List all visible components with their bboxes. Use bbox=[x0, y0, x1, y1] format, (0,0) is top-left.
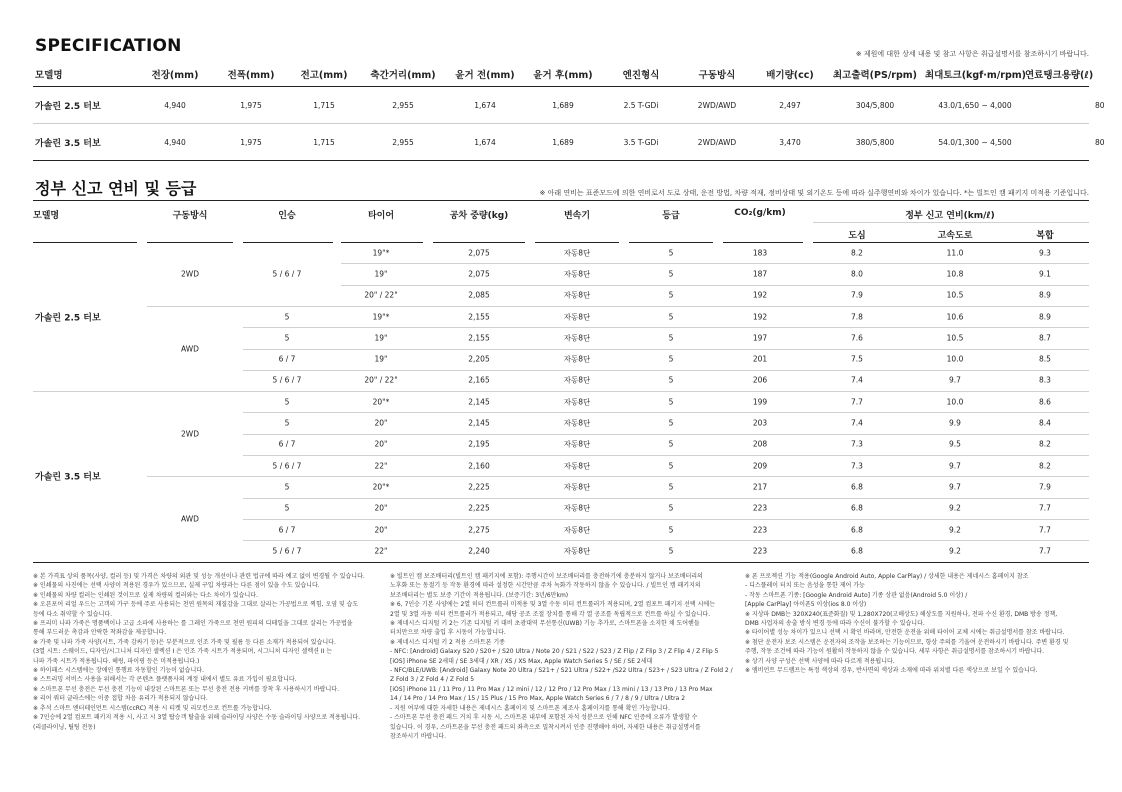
fuel-cell-comb: 8.6 bbox=[1039, 397, 1051, 407]
spec-header: 연료탱크용량(ℓ) bbox=[1025, 62, 1089, 87]
fuel-cell-hwy: 9.2 bbox=[949, 525, 961, 535]
spec-row bbox=[33, 87, 1089, 124]
footnote-line: 나파 가죽 시트가 적용됩니다. 헤링, 파이핑 등은 미적용됩니다.) bbox=[33, 657, 200, 665]
fuel-cell-weight: 2,240 bbox=[468, 546, 490, 556]
footnote-line: ※ 오픈포어 리얼 우드는 고객의 가구 등에 주로 사용되는 천연 원목의 재질감을 그대로 살리는 가공법으로 찍힘, 오염 및 습도 bbox=[33, 601, 359, 609]
drive-type: 2WD bbox=[181, 429, 199, 439]
footnote-line: [Apple CarPlay] 아이폰5 이상(ios 8.0 이상) bbox=[745, 601, 867, 609]
fuel-cell-tire: 20"* bbox=[372, 397, 390, 407]
fuel-header-drive: 구동방식 bbox=[172, 211, 208, 221]
model-name: 가솔린 2.5 터보 bbox=[33, 87, 137, 124]
fuel-header-tire: 타이어 bbox=[367, 211, 395, 221]
footnote-line: ※ 엠비언트 무드램프는 특정 색상의 경우, 반사면의 색상과 소재에 따라 위치별 다른 색상으로 보일 수 있습니다. bbox=[745, 667, 1038, 675]
fuel-cell-grade: 5 bbox=[668, 503, 674, 513]
footnote-line: ※ 가죽 및 나파 가죽 사양(시트, 가죽 감싸기 등)은 부분적으로 인조 가죽 및 필름 등 다른 소재가 적용되어 있습니다. bbox=[33, 638, 336, 646]
fuel-cell-tire: 20" / 22" bbox=[364, 375, 398, 385]
fuel-cell-trans: 자동8단 bbox=[563, 546, 591, 556]
fuel-cell-comb: 8.2 bbox=[1039, 439, 1051, 449]
table-rule bbox=[535, 242, 619, 243]
fuel-header-model: 모델명 bbox=[33, 211, 60, 221]
fuel-cell-weight: 2,165 bbox=[468, 375, 490, 385]
spec-cell: 3,470 bbox=[755, 124, 825, 161]
table-rule bbox=[341, 263, 1089, 264]
fuel-cell-seats: 5 bbox=[284, 312, 290, 322]
fuel-cell-tire: 19" bbox=[374, 333, 388, 343]
fuel-cell-weight: 2,205 bbox=[468, 354, 490, 364]
fuel-cell-hwy: 11.0 bbox=[946, 248, 964, 258]
fuel-cell-trans: 자동8단 bbox=[563, 248, 591, 258]
table-rule bbox=[243, 519, 1089, 520]
footnote-line: 주행, 작동 조건에 따라 기능이 원활히 작동하지 않을 수 있습니다. 세부 사항은 취급설명서를 참조하시기 바랍니다. bbox=[745, 648, 1045, 656]
fuel-cell-hwy: 9.9 bbox=[949, 418, 961, 428]
fuel-header-seats: 인승 bbox=[278, 211, 296, 221]
fuel-cell-city: 7.4 bbox=[851, 418, 863, 428]
fuel-cell-grade: 5 bbox=[668, 418, 674, 428]
fuel-cell-hwy: 9.7 bbox=[949, 375, 961, 385]
fuel-cell-weight: 2,275 bbox=[468, 525, 490, 535]
footnote-line: ※ 제네시스 디지털 키 2는 기존 디지털 키 대비 초광대역 무선통신(UWB) 기능 추가로, 스마트폰을 소지한 채 도어핸들 bbox=[390, 620, 700, 628]
spec-cell: 2,955 bbox=[359, 124, 447, 161]
fuel-cell-trans: 자동8단 bbox=[563, 482, 591, 492]
fuel-cell-trans: 자동8단 bbox=[563, 354, 591, 364]
table-rule bbox=[813, 242, 1089, 243]
fuel-cell-weight: 2,085 bbox=[468, 290, 490, 300]
footnote-line: ※ 6, 7인승 기본 사양에는 2열 히터 컨트롤러 미적용 및 3열 수동 히터 컨트롤러가 적용되며, 2열 컴포트 패키지 선택 시에는 bbox=[390, 601, 715, 609]
footnote-line: 있습니다. 이 경우, 스마트폰을 무선 충전 패드의 좌측으로 밀착시켜서 인증 진행해야 하며, 자세한 내용은 취급설명서를 bbox=[390, 723, 701, 731]
footnote-line: ※ 추석 스마트 엔터테인먼트 시스템(ccRC) 적용 시 티켓 및 리모컨으로 컨트롤 가능합니다. bbox=[33, 704, 272, 712]
fuel-cell-trans: 자동8단 bbox=[563, 503, 591, 513]
spec-cell: 1,715 bbox=[289, 87, 359, 124]
spec-cell: 4,940 bbox=[137, 124, 213, 161]
fuel-cell-co2: 206 bbox=[752, 375, 768, 385]
footnote-line: - NFC: [Android] Galaxy S20 / S20+ / S20 Ultra / Note 20 / S21 / S22 / S23 / Z Flip / Z Flip 3 / Z Flip 4 / Z Flip 5 bbox=[390, 648, 719, 656]
footnote-line: ※ 프리미 나파 가죽은 명품백이나 고급 소파에 사용하는 를 그레인 가죽으로 천연 원피의 디테일을 그대로 살리는 가공법을 bbox=[33, 620, 353, 628]
footnote-line: Z Fold 3 / Z Fold 4 / Z Fold 5 bbox=[390, 676, 475, 684]
fuel-cell-hwy: 10.5 bbox=[946, 333, 964, 343]
spec-header: 모델명 bbox=[33, 62, 137, 87]
footnote-line: ※ 첨단 운전자 보조 시스템은 운전자의 조작을 보조하는 기능이므로, 항상 주의를 기울여 운전하시기 바랍니다. 주변 환경 및 bbox=[745, 638, 1069, 646]
footnote-line: ※ 인쇄물의 사진에는 선택 사양이 적용된 경우가 있으므로, 실제 구입 차량과는 다른 점이 있을 수도 있습니다. bbox=[33, 582, 320, 590]
spec-cell: 1,689 bbox=[523, 87, 603, 124]
footnote-line: [iOS] iPhone SE 2세대 / SE 3세대 / XR / XS / XS Max, Apple Watch Series 5 / SE / SE 2세대 bbox=[390, 657, 653, 665]
fuel-header-highway: 고속도로 bbox=[937, 231, 973, 241]
fuel-cell-grade: 5 bbox=[668, 482, 674, 492]
fuel-cell-weight: 2,225 bbox=[468, 503, 490, 513]
fuel-cell-weight: 2,145 bbox=[468, 397, 490, 407]
fuel-cell-co2: 192 bbox=[752, 290, 768, 300]
fuel-cell-trans: 자동8단 bbox=[563, 418, 591, 428]
table-rule bbox=[629, 242, 713, 243]
spec-title: SPECIFICATION bbox=[35, 36, 182, 56]
fuel-cell-city: 7.5 bbox=[851, 354, 863, 364]
footnote-line: ※ 리어 쿼터 글라스에는 이중 접합 차음 유리가 적용되지 않습니다. bbox=[33, 695, 208, 703]
fuel-cell-seats: 5 bbox=[284, 397, 290, 407]
fuel-cell-hwy: 9.7 bbox=[949, 482, 961, 492]
footnote-line: (리클라이닝, 틸팅 전동) bbox=[33, 723, 96, 731]
spec-header: 윤거 전(mm) bbox=[447, 62, 523, 87]
fuel-cell-trans: 자동8단 bbox=[563, 439, 591, 449]
footnote-line: 통해 부드러운 촉감과 안락한 착좌감을 제공합니다. bbox=[33, 629, 167, 637]
fuel-cell-co2: 223 bbox=[752, 546, 768, 556]
spec-cell: 2WD/AWD bbox=[679, 87, 755, 124]
fuel-cell-seats: 5 / 6 / 7 bbox=[272, 546, 302, 556]
fuel-cell-tire: 20" bbox=[374, 439, 388, 449]
fuel-cell-grade: 5 bbox=[668, 461, 674, 471]
fuel-cell-city: 7.3 bbox=[851, 461, 863, 471]
spec-cell: 2,497 bbox=[755, 87, 825, 124]
spec-cell: 1,975 bbox=[213, 124, 289, 161]
fuel-cell-comb: 7.9 bbox=[1039, 482, 1051, 492]
footnote-line: 노후화 또는 동절기 등 작동 환경에 따라 설정한 시간만큼 주차 녹화가 작동하지 않을 수 있습니다. / 빌트인 캠 패키지의 bbox=[390, 582, 701, 590]
spec-cell: 80 bbox=[1025, 124, 1089, 161]
drive-type: AWD bbox=[181, 514, 199, 524]
fuel-cell-tire: 20" bbox=[374, 418, 388, 428]
fuel-title: 정부 신고 연비 및 등급 bbox=[35, 179, 197, 198]
fuel-cell-co2: 217 bbox=[752, 482, 768, 492]
footnote-line: ※ 7인승에 2열 컴포트 패키지 적용 시, 사고 시 3열 탑승객 탈출을 위해 슬라이딩 사양은 수동 슬라이딩 사양으로 적용됩니다. bbox=[33, 714, 361, 722]
footnote-line: ※ 빌트인 캠 보조배터리(빌트인 캠 패키지에 포함): 주행시간이 보조배터리를 충전하기에 충분하지 않거나 보조배터리의 bbox=[390, 573, 703, 580]
spec-row bbox=[33, 124, 1089, 161]
fuel-cell-comb: 7.7 bbox=[1039, 525, 1051, 535]
fuel-cell-co2: 197 bbox=[752, 333, 768, 343]
spec-cell: 54.0/1,300 ~ 4,500 bbox=[925, 124, 1025, 161]
fuel-cell-hwy: 10.0 bbox=[946, 354, 964, 364]
table-rule bbox=[243, 455, 1089, 456]
fuel-cell-seats: 6 / 7 bbox=[278, 354, 296, 364]
table-rule bbox=[341, 242, 423, 243]
fuel-cell-grade: 5 bbox=[668, 269, 674, 279]
table-rule bbox=[341, 285, 1089, 286]
table-rule bbox=[243, 412, 1089, 413]
table-rule bbox=[243, 498, 1089, 499]
fuel-cell-weight: 2,155 bbox=[468, 312, 490, 322]
table-rule bbox=[147, 476, 1089, 477]
spec-header: 전장(mm) bbox=[137, 62, 213, 87]
footnote-line: ※ 지상파 DMB는 320X240(표준화질) 및 1,280X720(고해상도) 해상도를 지원하나, 전파 수신 환경, DMB 방송 정책, bbox=[745, 610, 1058, 618]
footnote-line: 14 / 14 Pro / 14 Pro Max / 15 / 15 Plus / 15 Pro Max, Apple Watch Series 6 / 7 / 8 / 9 / Ultra / Ultra 2 bbox=[390, 695, 686, 703]
fuel-cell-trans: 자동8단 bbox=[563, 375, 591, 385]
fuel-cell-tire: 19"* bbox=[372, 312, 390, 322]
fuel-cell-comb: 8.3 bbox=[1039, 375, 1051, 385]
spec-header: 전고(mm) bbox=[289, 62, 359, 87]
fuel-header-city: 도심 bbox=[848, 231, 866, 241]
fuel-cell-grade: 5 bbox=[668, 546, 674, 556]
footnote-line: [iOS] iPhone 11 / 11 Pro / 11 Pro Max / 12 mini / 12 / 12 Pro / 12 Pro Max / 13 mini / 13 / 13 Pro / 13 Pro Max bbox=[390, 685, 713, 693]
fuel-cell-grade: 5 bbox=[668, 397, 674, 407]
table-rule bbox=[147, 306, 1089, 307]
table-rule bbox=[813, 222, 1089, 223]
fuel-cell-seats: 5 bbox=[284, 482, 290, 492]
fuel-cell-trans: 자동8단 bbox=[563, 269, 591, 279]
spec-header: 최고출력(PS/rpm) bbox=[825, 62, 925, 87]
footnote-line: (3열 시트: 스웨이드, 디자인/시그니처 디자인 셀렉션 I 은 인조 가죽 시트가 적용되며, 시그니처 디자인 셀렉션 II 는 bbox=[33, 648, 333, 656]
footnote-line: ※ 인쇄물의 차량 컬러는 인쇄된 것이므로 실제 차량의 컬러와는 다소 차이가 있습니다. bbox=[33, 591, 258, 599]
fuel-cell-city: 7.9 bbox=[851, 290, 863, 300]
drive-type: 2WD bbox=[181, 269, 199, 279]
fuel-cell-comb: 9.3 bbox=[1039, 248, 1051, 258]
table-rule bbox=[723, 242, 803, 243]
table-rule bbox=[33, 562, 1089, 563]
fuel-cell-weight: 2,145 bbox=[468, 418, 490, 428]
fuel-cell-city: 6.8 bbox=[851, 482, 863, 492]
fuel-cell-hwy: 10.8 bbox=[946, 269, 964, 279]
footnote-line: ※ 제네시스 디지털 키 2 적용 스마트폰 기종 bbox=[390, 638, 505, 646]
fuel-cell-comb: 9.1 bbox=[1039, 269, 1051, 279]
fuel-cell-comb: 8.7 bbox=[1039, 333, 1051, 343]
spec-cell: 1,715 bbox=[289, 124, 359, 161]
fuel-cell-trans: 자동8단 bbox=[563, 461, 591, 471]
fuel-cell-seats: 5 bbox=[284, 418, 290, 428]
table-rule bbox=[243, 540, 1089, 541]
table-rule bbox=[243, 434, 1089, 435]
footnote-line: 2열 및 3열 자동 히터 컨트롤러가 적용되고, 해당 공조 조절 장치를 통해 각 열 공조를 독립적으로 컨트롤 하실 수 있습니다. bbox=[390, 610, 711, 618]
fuel-cell-co2: 192 bbox=[752, 312, 768, 322]
spec-cell: 80 bbox=[1025, 87, 1089, 124]
table-rule bbox=[33, 242, 137, 243]
footnote-line: 등에 다소 취약할 수 있습니다. bbox=[33, 610, 113, 618]
table-rule bbox=[243, 370, 1089, 371]
fuel-cell-tire: 22" bbox=[374, 546, 388, 556]
spec-cell: 1,674 bbox=[447, 87, 523, 124]
footnote-line: - 스마트폰 무선 충전 패드 거치 후 시동 시, 스마트폰 내부에 포함된 자석 성분으로 인해 NFC 인증에 오류가 발생할 수 bbox=[390, 714, 698, 722]
fuel-cell-grade: 5 bbox=[668, 439, 674, 449]
fuel-cell-seats: 5 / 6 / 7 bbox=[272, 269, 302, 279]
fuel-cell-tire: 19" bbox=[374, 354, 388, 364]
spec-cell: 43.0/1,650 ~ 4,000 bbox=[925, 87, 1025, 124]
spec-header: 엔진형식 bbox=[603, 62, 679, 87]
spec-note: ※ 제원에 대한 상세 내용 및 참고 사항은 취급설명서를 참조하시기 바랍니다. bbox=[855, 50, 1089, 58]
fuel-cell-comb: 8.4 bbox=[1039, 418, 1051, 428]
footnote-line: - NFC/BLE/UWB: [Android] Galaxy Note 20 Ultra / S21+ / S21 Ultra / S22+ /S22 Ultra / S23+ / S23 Ultra / Z Fold 2 / bbox=[390, 667, 733, 675]
fuel-header-combined: 복합 bbox=[1036, 231, 1054, 241]
model-name: 가솔린 3.5 터보 bbox=[35, 472, 101, 483]
footnote-line: DMB 사업자의 송출 방식 변경 등에 따라 수신이 불가할 수 있습니다. bbox=[745, 620, 925, 628]
fuel-cell-seats: 6 / 7 bbox=[278, 439, 296, 449]
fuel-cell-seats: 5 / 6 / 7 bbox=[272, 375, 302, 385]
fuel-cell-co2: 183 bbox=[752, 248, 768, 258]
fuel-cell-hwy: 10.0 bbox=[946, 397, 964, 407]
fuel-cell-tire: 19" bbox=[374, 269, 388, 279]
fuel-cell-trans: 자동8단 bbox=[563, 397, 591, 407]
spec-header: 배기량(cc) bbox=[755, 62, 825, 87]
model-name: 가솔린 3.5 터보 bbox=[33, 124, 137, 161]
fuel-cell-co2: 199 bbox=[752, 397, 768, 407]
fuel-cell-hwy: 10.6 bbox=[946, 312, 964, 322]
table-rule bbox=[147, 242, 233, 243]
fuel-cell-co2: 223 bbox=[752, 503, 768, 513]
spec-cell: 1,689 bbox=[523, 124, 603, 161]
fuel-cell-city: 6.8 bbox=[851, 503, 863, 513]
fuel-cell-weight: 2,155 bbox=[468, 333, 490, 343]
fuel-cell-grade: 5 bbox=[668, 375, 674, 385]
fuel-cell-weight: 2,225 bbox=[468, 482, 490, 492]
fuel-cell-hwy: 9.2 bbox=[949, 546, 961, 556]
fuel-cell-hwy: 9.2 bbox=[949, 503, 961, 513]
fuel-cell-grade: 5 bbox=[668, 290, 674, 300]
fuel-cell-comb: 8.9 bbox=[1039, 312, 1051, 322]
spec-cell: 4,940 bbox=[137, 87, 213, 124]
fuel-cell-grade: 5 bbox=[668, 248, 674, 258]
footnotes-col3 bbox=[745, 572, 1068, 675]
fuel-cell-grade: 5 bbox=[668, 525, 674, 535]
spec-header: 구동방식 bbox=[679, 62, 755, 87]
fuel-cell-city: 8.0 bbox=[851, 269, 863, 279]
fuel-cell-comb: 8.9 bbox=[1039, 290, 1051, 300]
fuel-cell-hwy: 10.5 bbox=[946, 290, 964, 300]
table-rule bbox=[33, 200, 1089, 201]
fuel-cell-tire: 20" bbox=[374, 503, 388, 513]
fuel-header-grade: 등급 bbox=[662, 211, 680, 221]
spec-cell: 380/5,800 bbox=[825, 124, 925, 161]
footnote-line: ※ 상기 사양 구성은 선택 사양에 따라 다르게 적용됩니다. bbox=[745, 657, 895, 665]
fuel-cell-tire: 22" bbox=[374, 461, 388, 471]
spec-cell: 304/5,800 bbox=[825, 87, 925, 124]
fuel-cell-city: 7.4 bbox=[851, 375, 863, 385]
spec-header: 축간거리(mm) bbox=[359, 62, 447, 87]
model-name: 가솔린 2.5 터보 bbox=[35, 313, 101, 324]
footnote-line: 참조하시기 바랍니다. bbox=[390, 732, 446, 740]
fuel-note: ※ 아래 연비는 표준모드에 의한 연비로서 도로 상태, 운전 방법, 차량 적재, 정비상태 및 외기온도 등에 따라 실주행연비와 차이가 있습니다. *는 빌트인 캠 패키지 미적용 기준입니다. bbox=[539, 189, 1089, 197]
fuel-cell-weight: 2,075 bbox=[468, 248, 490, 258]
spec-cell: 1,975 bbox=[213, 87, 289, 124]
footnote-line: ※ 스마트폰 무선 충전은 무선 충전 기능이 내장된 스마트폰 또는 무선 충전 전용 커버를 장착 후 사용하시기 바랍니다. bbox=[33, 685, 339, 693]
table-rule bbox=[433, 242, 525, 243]
table-rule bbox=[33, 391, 1089, 392]
fuel-header-co2: CO₂(g/km) bbox=[734, 208, 786, 218]
table-rule bbox=[243, 349, 1089, 350]
footnote-line: 터치만으로 차량 출입 후 시동이 가능합니다. bbox=[390, 629, 506, 637]
spec-header: 윤거 후(mm) bbox=[523, 62, 603, 87]
fuel-cell-comb: 7.7 bbox=[1039, 503, 1051, 513]
fuel-cell-tire: 20"* bbox=[372, 482, 390, 492]
fuel-cell-city: 6.8 bbox=[851, 525, 863, 535]
fuel-cell-co2: 208 bbox=[752, 439, 768, 449]
spec-header: 최대토크(kgf·m/rpm) bbox=[925, 62, 1025, 87]
fuel-cell-co2: 223 bbox=[752, 525, 768, 535]
fuel-cell-tire: 20" bbox=[374, 525, 388, 535]
drive-type: AWD bbox=[181, 344, 199, 353]
fuel-cell-comb: 8.2 bbox=[1039, 461, 1051, 471]
fuel-cell-trans: 자동8단 bbox=[563, 312, 591, 322]
fuel-cell-comb: 8.5 bbox=[1039, 354, 1051, 364]
fuel-cell-co2: 203 bbox=[752, 418, 768, 428]
fuel-cell-co2: 201 bbox=[752, 354, 768, 364]
footnote-line: ※ 타이어별 성능 차이가 있으니 선택 시 확인 바라며, 안전한 운전을 위해 타이어 교체 시에는 취급설명서를 참조 바랍니다. bbox=[745, 629, 1065, 637]
fuel-cell-weight: 2,075 bbox=[468, 269, 490, 279]
fuel-cell-trans: 자동8단 bbox=[563, 333, 591, 343]
footnote-line: ※ 폰 프로젝션 기능 적용(Google Android Auto, Apple CarPlay) / 상세한 내용은 제네시스 홈페이지 참조 bbox=[745, 573, 1029, 580]
fuel-cell-city: 8.2 bbox=[851, 248, 863, 258]
fuel-cell-co2: 187 bbox=[752, 269, 768, 279]
spec-cell: 2WD/AWD bbox=[679, 124, 755, 161]
fuel-cell-tire: 20" / 22" bbox=[364, 290, 398, 300]
fuel-cell-city: 6.8 bbox=[851, 546, 863, 556]
footnote-line: ※ 본 가격표 상의 품목(사양, 컬러 등) 및 가격은 차량의 외관 및 성능 개선이나 관련 법규에 따라 예고 없이 변경될 수 있습니다. bbox=[33, 573, 365, 580]
fuel-cell-co2: 209 bbox=[752, 461, 768, 471]
fuel-header-eff: 정부 신고 연비(km/ℓ) bbox=[905, 211, 995, 221]
fuel-cell-grade: 5 bbox=[668, 312, 674, 322]
table-rule bbox=[243, 327, 1089, 328]
fuel-cell-comb: 7.7 bbox=[1039, 546, 1051, 556]
footnotes-col1 bbox=[33, 572, 365, 732]
spec-table bbox=[33, 62, 1105, 161]
fuel-cell-grade: 5 bbox=[668, 333, 674, 343]
footnote-line: 보조배터리는 별도 보증 기간이 적용됩니다. (보증기간: 3년/6만km) bbox=[390, 591, 569, 599]
fuel-cell-hwy: 9.7 bbox=[949, 461, 961, 471]
fuel-cell-grade: 5 bbox=[668, 354, 674, 364]
fuel-cell-trans: 자동8단 bbox=[563, 525, 591, 535]
fuel-cell-seats: 6 / 7 bbox=[278, 525, 296, 535]
fuel-cell-weight: 2,160 bbox=[468, 461, 490, 471]
fuel-cell-trans: 자동8단 bbox=[563, 290, 591, 300]
fuel-cell-city: 7.3 bbox=[851, 439, 863, 449]
spec-header: 전폭(mm) bbox=[213, 62, 289, 87]
footnote-line: - 디스플레이 터치 또는 음성을 통한 제어 가능 bbox=[745, 582, 865, 590]
footnotes-col2 bbox=[390, 572, 733, 741]
table-rule bbox=[243, 242, 333, 243]
fuel-table bbox=[33, 200, 1089, 562]
fuel-cell-hwy: 9.5 bbox=[949, 439, 961, 449]
fuel-header-trans: 변속기 bbox=[563, 211, 591, 221]
fuel-cell-seats: 5 bbox=[284, 333, 290, 343]
fuel-cell-city: 7.8 bbox=[851, 312, 863, 322]
footnote-line: ※ 하이패스 시스템에는 장애인 통행료 자동할인 기능이 없습니다. bbox=[33, 667, 204, 675]
footnote-line: - 작동 스마트폰 기종: [Google Android Auto] 기종 상관 없음(Android 5.0 이상) / bbox=[745, 591, 968, 599]
fuel-header-weight: 공차 중량(kg) bbox=[449, 211, 509, 221]
fuel-cell-city: 7.6 bbox=[851, 333, 863, 343]
spec-cell: 2.5 T-GDi bbox=[603, 87, 679, 124]
spec-cell: 1,674 bbox=[447, 124, 523, 161]
fuel-cell-seats: 5 bbox=[284, 503, 290, 513]
footnote-line: ※ 스트리밍 서비스 사용을 위해서는 각 콘텐츠 플랫폼사의 계정 내에서 별도 유료 가입이 필요합니다. bbox=[33, 676, 297, 684]
spec-cell: 2,955 bbox=[359, 87, 447, 124]
fuel-cell-city: 7.7 bbox=[851, 397, 863, 407]
fuel-cell-weight: 2,195 bbox=[468, 439, 490, 449]
footnote-line: - 지원 여부에 대한 자세한 내용은 제네시스 홈페이지 및 스마트폰 제조사 홈페이지를 통해 확인 가능합니다. bbox=[390, 704, 671, 712]
fuel-cell-tire: 19"* bbox=[372, 248, 390, 258]
fuel-cell-seats: 5 / 6 / 7 bbox=[272, 461, 302, 471]
spec-cell: 3.5 T-GDi bbox=[603, 124, 679, 161]
